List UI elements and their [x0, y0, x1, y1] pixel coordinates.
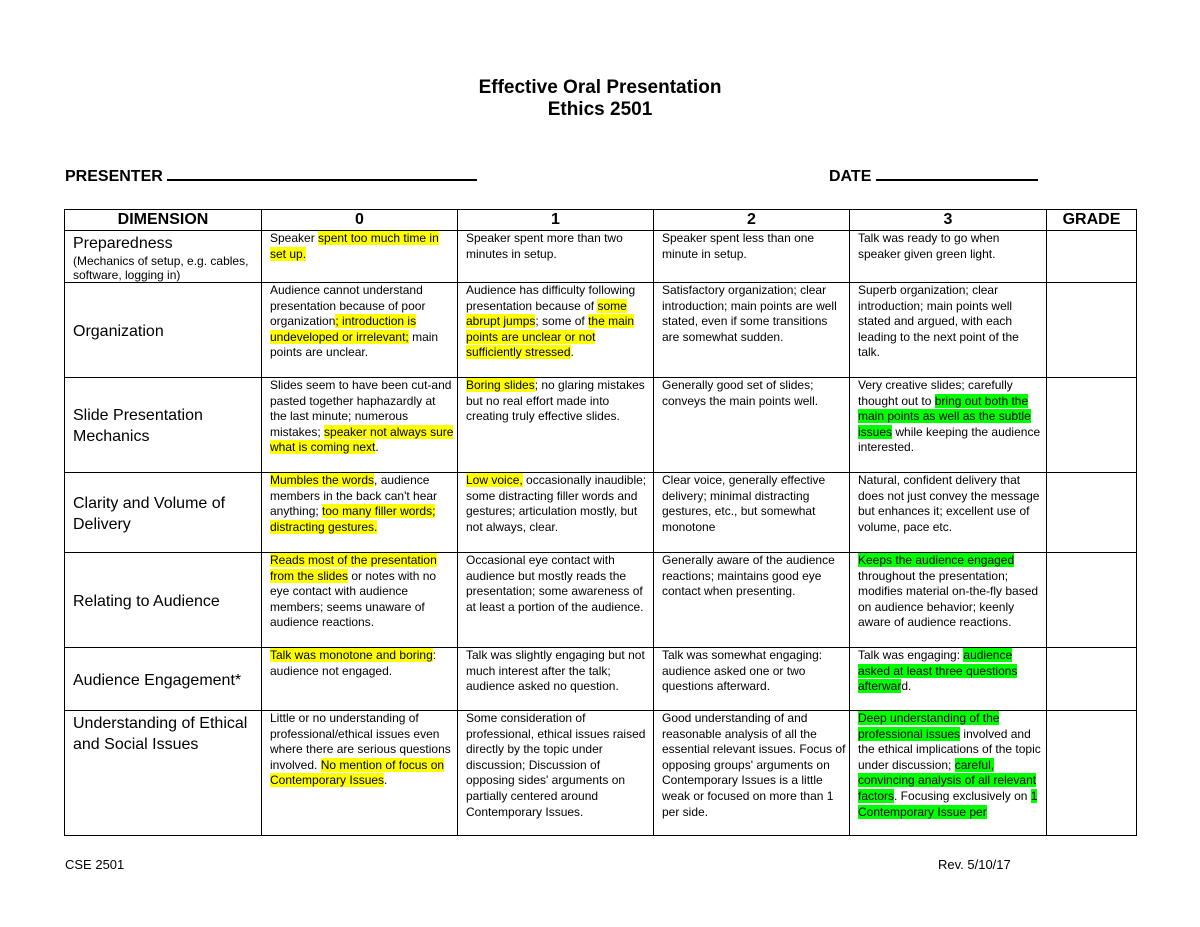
criteria-cell	[654, 473, 850, 553]
rubric-row-slide-mechanics	[65, 378, 1137, 473]
header-score-2: 2	[654, 210, 850, 231]
header-score-1: 1	[458, 210, 654, 231]
dimension-label: Organization	[73, 322, 164, 340]
criteria-text: main points are unclear.	[270, 329, 439, 360]
dimension-label: Audience Engagement*	[73, 671, 242, 689]
dimension-cell	[65, 378, 262, 473]
highlighted-text-yellow: Low voice,	[466, 473, 523, 487]
criteria-cell	[850, 553, 1047, 648]
presenter-label: PRESENTER	[65, 168, 163, 185]
dimension-cell	[65, 648, 262, 711]
criteria-text: : audience not engaged.	[270, 648, 437, 678]
criteria-cell	[458, 231, 654, 283]
highlighted-text-yellow: Talk was monotone and boring	[270, 648, 433, 662]
criteria-text: Good understanding of and reasonable analysis of all the essential relevant issues. Focus of opposing groups' arguments on Contemporary Issues is a little weak or focused on more than 1 per side.	[662, 711, 846, 819]
criteria-text: Generally aware of the audience reactions; maintains good eye contact when presenting.	[662, 553, 835, 599]
criteria-text: Talk was slightly engaging but not much interest after the talk; audience asked no question.	[466, 648, 645, 694]
criteria-cell	[850, 711, 1047, 836]
dimension-label: Understanding of Ethical and Social Issues	[73, 715, 248, 753]
criteria-cell	[850, 231, 1047, 283]
criteria-text: Generally good set of slides; conveys the main points well.	[662, 378, 819, 408]
dimension-note: (Mechanics of setup, e.g. cables, software, logging in)	[73, 254, 249, 282]
criteria-text: Occasional eye contact with audience but mostly reads the presentation; some awareness of at least a portion of the audience.	[466, 553, 644, 614]
criteria-text: Audience cannot understand presentation because of poor organization	[270, 283, 426, 329]
document-subtitle: Ethics 2501	[547, 99, 653, 120]
rubric-table	[64, 209, 1137, 836]
highlighted-text-green: audience asked at least three questions afterwar	[858, 648, 1018, 694]
criteria-cell	[458, 648, 654, 711]
presenter-blank-line	[167, 165, 477, 181]
grade-cell[interactable]	[1047, 378, 1137, 473]
rubric-row-clarity-volume	[65, 473, 1137, 553]
criteria-text: involved and the ethical implications of the topic under discussion;	[858, 726, 1041, 772]
criteria-text: Slides seem to have been cut-and pasted together haphazardly at the last minute; numerous mistakes;	[270, 378, 452, 439]
criteria-text: Little or no understanding of professional/ethical issues even where there are serious questions involved.	[270, 711, 451, 772]
grade-cell[interactable]	[1047, 231, 1137, 283]
rubric-header-row	[65, 210, 1137, 231]
criteria-cell	[262, 231, 458, 283]
highlighted-text-yellow: Boring slides	[466, 378, 535, 392]
grade-cell[interactable]	[1047, 711, 1137, 836]
criteria-cell	[262, 711, 458, 836]
rubric-row-organization	[65, 283, 1137, 378]
highlighted-text-green: 1 Contemporary Issue per	[858, 788, 1038, 819]
highlighted-text-green: Keeps the audience engaged	[858, 553, 1015, 567]
rubric-row-preparedness	[65, 231, 1137, 283]
rubric-row-relating-audience	[65, 553, 1137, 648]
criteria-cell	[458, 473, 654, 553]
criteria-text: while keeping the audience interested.	[858, 424, 1041, 455]
criteria-cell	[458, 283, 654, 378]
dimension-label: Slide Presentation Mechanics	[73, 407, 203, 445]
date-field	[829, 165, 1038, 186]
criteria-text: Speaker	[270, 231, 319, 245]
criteria-text: .	[375, 440, 379, 455]
highlighted-text-yellow: Reads most of the presentation from the slides	[270, 553, 437, 583]
criteria-text: .	[384, 773, 388, 788]
presenter-field	[65, 165, 477, 186]
criteria-cell	[654, 648, 850, 711]
dimension-label: Preparedness	[73, 235, 173, 252]
highlighted-text-yellow: speaker not always sure what is coming next	[270, 424, 454, 455]
criteria-text: Satisfactory organization; clear introduction; main points are well stated, even if some transitions are somewhat sudden.	[662, 283, 837, 344]
grade-cell[interactable]	[1047, 473, 1137, 553]
header-score-3: 3	[850, 210, 1047, 231]
highlighted-text-green: Deep understanding of the professional issues	[858, 711, 1000, 741]
footer-revision: Rev. 5/10/17	[938, 857, 1011, 872]
highlighted-text-yellow: some abrupt jumps	[466, 298, 627, 329]
criteria-cell	[262, 648, 458, 711]
criteria-cell	[262, 473, 458, 553]
criteria-text: , audience members in the back can't hear anything;	[270, 473, 438, 519]
criteria-cell	[654, 283, 850, 378]
highlighted-text-yellow: ; introduction is undeveloped or irrelevant;	[270, 314, 417, 344]
grade-cell[interactable]	[1047, 283, 1137, 378]
criteria-cell	[458, 711, 654, 836]
criteria-cell	[262, 553, 458, 648]
criteria-cell	[262, 283, 458, 378]
criteria-text: occasionally inaudible; some distracting filler words and gestures; articulation mostly, but not always, clear.	[466, 473, 647, 534]
document-title: Effective Oral Presentation	[478, 77, 722, 98]
dimension-cell	[65, 553, 262, 648]
criteria-cell	[458, 553, 654, 648]
criteria-text: Talk was ready to go when speaker given green light.	[858, 231, 1000, 261]
criteria-text: Audience has difficulty following presentation because of	[466, 283, 636, 313]
criteria-cell	[850, 283, 1047, 378]
criteria-text: .	[570, 345, 574, 360]
dimension-cell	[65, 231, 262, 283]
criteria-text: ; some of	[535, 314, 589, 329]
criteria-cell	[654, 553, 850, 648]
date-blank-line	[876, 165, 1038, 181]
footer-course-code: CSE 2501	[65, 857, 125, 872]
criteria-cell	[850, 473, 1047, 553]
criteria-text: Clear voice, generally effective delivery; minimal distracting gestures, etc., but somewhat monotone	[662, 473, 826, 534]
criteria-text: Talk was somewhat engaging: audience asked one or two questions afterward.	[662, 648, 823, 694]
date-label: DATE	[829, 168, 872, 185]
highlighted-text-yellow: spent too much time in set up.	[270, 231, 439, 261]
highlighted-text-green: careful, convincing analysis of all relevant factors	[858, 757, 1037, 803]
grade-cell[interactable]	[1047, 553, 1137, 648]
criteria-cell	[458, 378, 654, 473]
criteria-text: Some consideration of professional, ethical issues raised directly by the topic under discussion; Discussion of opposing sides' arguments on partially centered around Contemporary Issues.	[466, 711, 646, 819]
criteria-text: Very creative slides; carefully thought out to	[858, 378, 1013, 408]
dimension-cell	[65, 473, 262, 553]
highlighted-text-green: bring out both the main points as well as the subtle issues	[858, 393, 1031, 439]
highlighted-text-yellow: No mention of focus on Contemporary Issues	[270, 757, 445, 788]
criteria-text: throughout the presentation; modifies material on-the-fly based on audience behavior; keenly aware of audience reactions.	[858, 568, 1039, 630]
header-dimension: DIMENSION	[65, 210, 262, 231]
criteria-text: or notes with no eye contact with audience members; seems unaware of audience reactions.	[270, 568, 437, 630]
criteria-cell	[654, 711, 850, 836]
criteria-text: Speaker spent less than one minute in setup.	[662, 231, 815, 261]
criteria-text: Superb organization; clear introduction; main points well stated and argued, with each leading to the next point of the talk.	[858, 283, 1019, 360]
highlighted-text-yellow: the main points are unclear or not sufficiently stressed	[466, 314, 635, 360]
criteria-cell	[654, 378, 850, 473]
dimension-label: Relating to Audience	[73, 592, 220, 610]
criteria-cell	[850, 648, 1047, 711]
criteria-cell	[850, 378, 1047, 473]
criteria-text: ; no glaring mistakes but no real effort made into creating truly effective slides.	[466, 378, 645, 424]
rubric-row-ethical-understanding	[65, 711, 1137, 836]
highlighted-text-yellow: too many filler words; distracting gestures.	[270, 504, 436, 534]
criteria-text: Speaker spent more than two minutes in setup.	[466, 231, 623, 261]
criteria-cell	[654, 231, 850, 283]
rubric-row-audience-engagement	[65, 648, 1137, 711]
criteria-cell	[262, 378, 458, 473]
criteria-text: Talk was engaging:	[858, 648, 964, 662]
highlighted-text-yellow: Mumbles the words	[270, 473, 375, 487]
dimension-cell	[65, 283, 262, 378]
dimension-label: Clarity and Volume of Delivery	[73, 494, 226, 533]
criteria-text: d.	[901, 679, 912, 694]
header-grade: GRADE	[1047, 210, 1137, 231]
dimension-cell	[65, 711, 262, 836]
document-title-block	[0, 77, 1200, 121]
criteria-text: . Focusing exclusively on	[894, 788, 1031, 803]
header-score-0: 0	[262, 210, 458, 231]
grade-cell[interactable]	[1047, 648, 1137, 711]
criteria-text: Natural, confident delivery that does not just convey the message but enhances it; excellent use of volume, pace etc.	[858, 473, 1040, 534]
